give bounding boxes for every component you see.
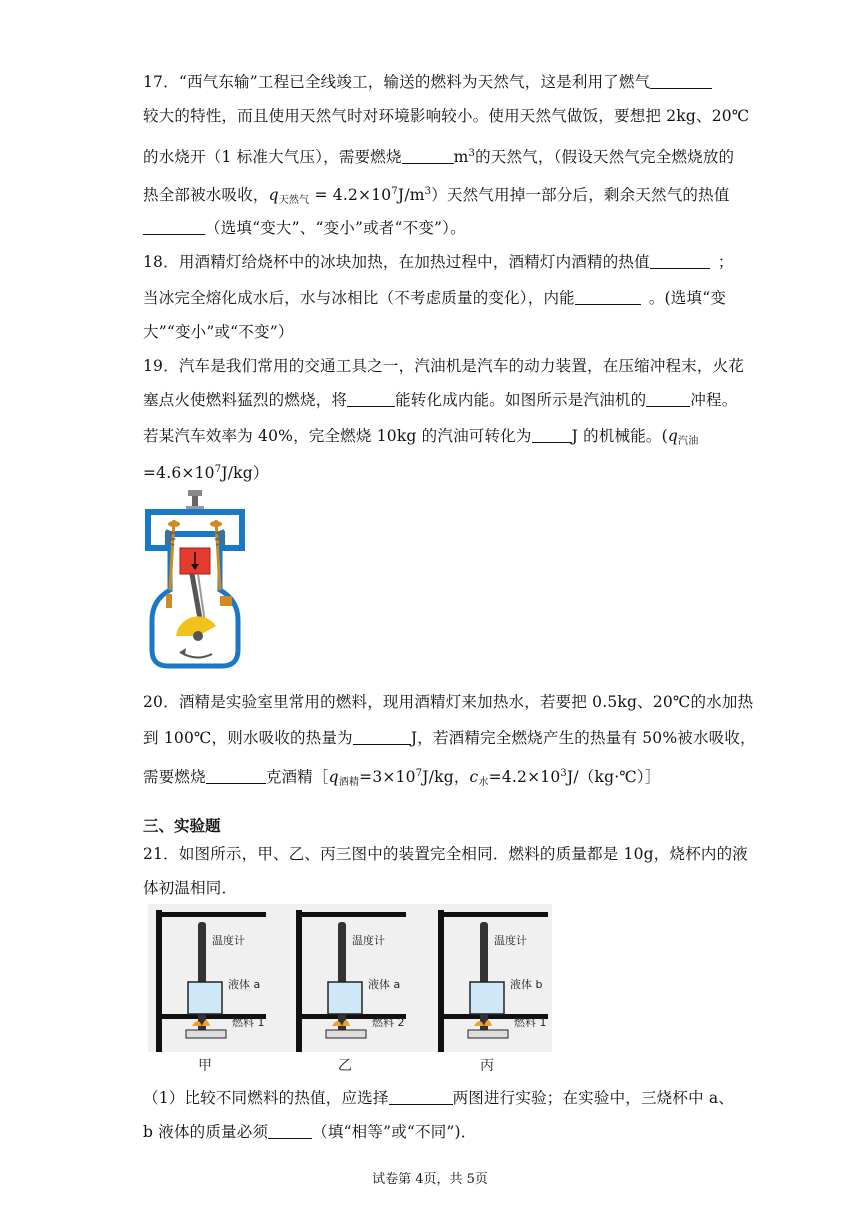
q21-blank-2[interactable] <box>268 1122 312 1139</box>
thermometer-label: 温度计 <box>352 934 385 947</box>
intake-valve <box>168 521 180 527</box>
q19-line-3: 若某汽车效率为 40%，完全燃烧 10kg 的汽油可转化为 J 的机械能。($q_{汽油}$ <box>143 427 699 447</box>
beaker <box>328 982 362 1014</box>
q17-line-2: 较大的特性，而且使用天然气时对环境影响较小。使用天然气做饭，要想把 2kg、20℃ <box>143 107 750 125</box>
q19-blank-3[interactable] <box>532 426 572 443</box>
q19-line-4: $=4.6\times 10^7J/kg$） <box>143 464 269 482</box>
fuel-label: 燃料 1 <box>514 1016 547 1029</box>
thermometer <box>480 922 488 1032</box>
q18-line-2: 当冰完全熔化成水后，水与冰相比（不考虑质量的变化），内能 。(选填“变 <box>143 289 727 307</box>
beaker <box>188 982 222 1014</box>
q19-line-2: 塞点火使燃料猛烈的燃烧，将 能转化成内能。如图所示是汽油机的 冲程。 <box>143 391 738 409</box>
q20-blank-2[interactable] <box>206 767 266 784</box>
liquid-label: 液体 b <box>510 978 543 991</box>
q21-line-1: 21．如图所示，甲、乙、丙三图中的装置完全相同．燃料的质量都是 10g，烧杯内的液 <box>143 845 748 863</box>
q21-line-2: 体初温相同． <box>143 879 238 897</box>
q20-blank-1[interactable] <box>353 728 411 745</box>
q17-line-3: 的水烧开（1 标准大气压），需要燃烧 $m^3$的天然气，（假设天然气完全燃烧放的 <box>143 148 735 166</box>
caption-jia: 甲 <box>198 1058 212 1074</box>
thermometer-label: 温度计 <box>212 934 245 947</box>
q21-blank-1[interactable] <box>389 1088 453 1105</box>
q20-line-1: 20．酒精是实验室里常用的燃料，现用酒精灯来加热水，若要把 0.5kg、20℃的水加热 <box>143 693 754 711</box>
q17-blank-2[interactable] <box>402 147 454 164</box>
page-footer: 试卷第 4页，共 5页 <box>372 1172 488 1187</box>
q19-blank-1[interactable] <box>347 390 395 407</box>
q17-blank-3[interactable] <box>143 218 205 235</box>
section-heading: 三、实验题 <box>143 817 221 835</box>
thermometer <box>198 922 206 1032</box>
apparatus-figure <box>148 904 552 1076</box>
caption-bing: 丙 <box>480 1058 494 1074</box>
exhaust-valve <box>210 521 222 527</box>
beaker <box>470 982 504 1014</box>
q20-line-3: 需要燃烧 克酒精$[q_{酒精}=3\times 10^7J/kg$，$c_水=4.2\times 10^3J/(kg\cdot℃)]$ <box>143 768 661 788</box>
q18-blank-1[interactable] <box>650 252 710 269</box>
cylinder-head <box>148 512 242 548</box>
engine-diagram <box>140 490 250 670</box>
fuel-label: 燃料 1 <box>232 1016 265 1029</box>
thermometer <box>338 922 346 1032</box>
q20-line-2: 到 100℃，则水吸收的热量为 J，若酒精完全燃烧产生的热量有 50%被水吸收， <box>143 729 756 747</box>
q21-sub1-line-1: （1）比较不同燃料的热值，应选择 两图进行实验；在实验中，三烧杯中 a、 <box>143 1089 735 1107</box>
liquid-label: 液体 a <box>368 978 401 991</box>
spark-plug-cap <box>188 490 202 496</box>
thermometer-label: 温度计 <box>494 934 527 947</box>
liquid-label: 液体 a <box>228 978 261 991</box>
q19-blank-2[interactable] <box>646 390 690 407</box>
q18-line-1: 18．用酒精灯给烧杯中的冰块加热，在加热过程中，酒精灯内酒精的热值 ； <box>143 253 734 271</box>
q17-blank-1[interactable] <box>650 72 712 89</box>
q18-blank-2[interactable] <box>575 288 641 305</box>
q21-sub1-line-2: b 液体的质量必须 （填“相等”或“不同”)． <box>143 1123 477 1141</box>
fuel-label: 燃料 2 <box>372 1016 405 1029</box>
q19-line-1: 19．汽车是我们常用的交通工具之一，汽油机是汽车的动力装置，在压缩冲程末，火花 <box>143 357 745 375</box>
q18-line-3: 大”“变小”或“不变”） <box>143 323 294 341</box>
caption-yi: 乙 <box>338 1058 352 1074</box>
q17-line-5: （选填“变大”、“变小”或者“不变”）。 <box>143 218 466 238</box>
q17-line-1: 17．“西气东输”工程已全线竣工，输送的燃料为天然气，这是利用了燃气 <box>143 72 712 92</box>
q17-line-4: 热全部被水吸收，$q_{天然气} = 4.2\times 10^7J/m^3$）天然气用掉一部分后，剩余天然气的热值 <box>143 186 730 206</box>
